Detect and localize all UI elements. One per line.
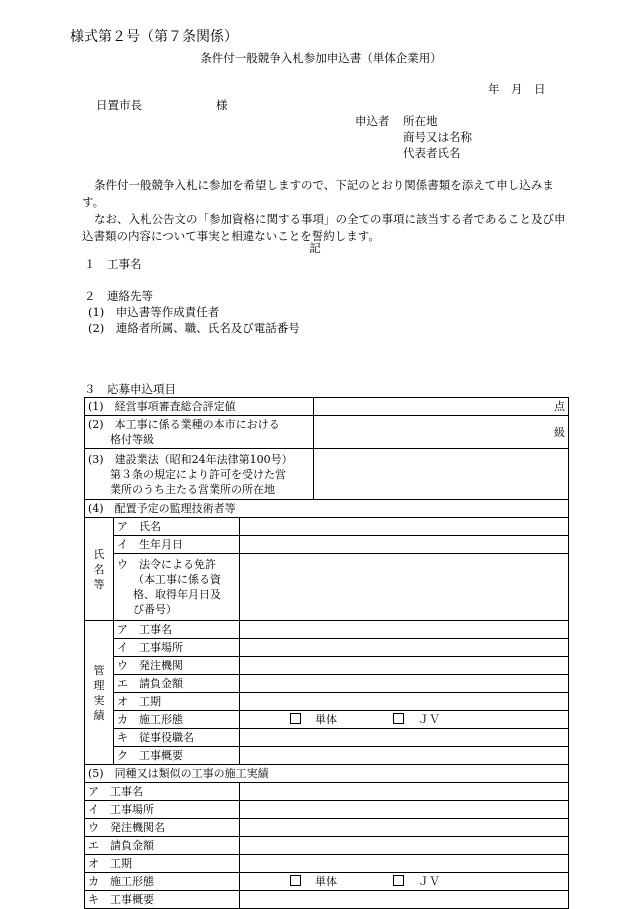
vertical-char: 管 [93,663,105,677]
table-row [85,693,569,711]
single-checkbox[interactable] [290,713,301,724]
section-2-title: ２ 連絡先等 [84,289,153,303]
unit-label: 点 [554,400,565,413]
applicant-company-label: 商号又は名称 [403,130,472,144]
date-line: 年 月 日 [488,82,546,96]
value-cell[interactable] [240,554,569,621]
vertical-char: 績 [93,708,105,722]
label-line: 業所のうち主たる営業所の所在地 [110,482,275,496]
label-cell: イ 工事場所 [85,801,240,819]
label-line: び番号） [133,603,177,616]
table-row [85,711,569,729]
applicant-label: 申込者 [355,114,390,128]
label-cell: カ 施工形態 [85,873,240,891]
value-cell[interactable] [240,783,569,801]
jv-option-label: ＪＶ [418,713,440,726]
value-cell[interactable] [240,536,569,554]
section-2-item-1: (1) 申込書等作成責任者 [88,305,220,319]
application-items-table [84,397,569,909]
section-3-title: ３ 応募申込項目 [84,382,176,396]
form-number: 様式第２号（第７条関係） [70,29,238,45]
table-row [85,500,569,518]
value-cell[interactable] [240,518,569,536]
table-row [85,747,569,765]
table-row [85,675,569,693]
value-cell[interactable] [240,747,569,765]
label-cell: エ 請負金額 [85,837,240,855]
unit-label: 級 [554,425,565,439]
table-row [85,398,569,416]
construction-form-options [240,711,569,729]
table-row [85,765,569,783]
applicant-address-label: 所在地 [403,114,438,128]
single-checkbox[interactable] [290,875,301,886]
label-cell: オ 工期 [85,855,240,873]
value-cell[interactable] [314,449,569,500]
single-option-label: 単体 [315,875,337,888]
table-row [85,801,569,819]
vertical-char: 理 [93,678,105,692]
label-cell: エ 請負金額 [114,675,240,693]
jv-checkbox[interactable] [393,713,404,724]
value-cell[interactable] [314,398,569,416]
label-line: （本工事に係る資 [133,573,221,586]
table-row [85,639,569,657]
label-cell: ク 工事概要 [114,747,240,765]
label-line: ウ 法令による免許 [117,558,216,571]
body-paragraph-1: 条件付一般競争入札に参加を希望しますので、下記のとおり関係書類を添えて申し込みます。 [82,178,554,209]
label-cell: イ 生年月日 [114,536,240,554]
label-cell: ウ 発注機関名 [85,819,240,837]
label-cell: (1) 経営事項審査総合評定値 [85,398,314,416]
value-cell[interactable] [240,855,569,873]
document-title: 条件付一般競争入札参加申込書（単体企業用） [200,51,442,65]
label-cell: オ 工期 [114,693,240,711]
label-cell: カ 施工形態 [114,711,240,729]
table-row [85,621,569,639]
table-row [85,416,569,449]
label-line: 第３条の規定により許可を受けた営 [110,467,286,481]
table-row [85,554,569,621]
value-cell[interactable] [240,801,569,819]
table-row [85,891,569,909]
table-row [85,518,569,536]
construction-form-options [240,873,569,891]
table-row [85,855,569,873]
table-row [85,783,569,801]
table-row [85,449,569,500]
vertical-label-kanri [85,621,114,765]
label-line: 格付等級 [110,433,154,446]
jv-checkbox[interactable] [393,875,404,886]
jv-option-label: ＪＶ [418,875,440,888]
body-paragraph-2: なお、入札公告文の「参加資格に関する事項」の全ての事項に該当する者であること及び申込書類の内容について事実と相違ないことを誓約します。 [82,212,566,243]
value-cell[interactable] [314,416,569,449]
table-row [85,819,569,837]
ki-marker: 記 [309,241,321,255]
vertical-char: 実 [93,693,105,707]
section-header-cell: (4) 配置予定の監理技術者等 [85,500,569,518]
label-cell: イ 工事場所 [114,639,240,657]
label-cell: ア 工事名 [85,783,240,801]
value-cell[interactable] [240,819,569,837]
value-cell[interactable] [240,657,569,675]
value-cell[interactable] [240,891,569,909]
vertical-char: 等 [93,577,105,591]
label-line: 格、取得年月日及 [133,588,221,601]
label-cell: キ 工事概要 [85,891,240,909]
vertical-char: 氏 [93,547,105,561]
label-cell [85,449,314,500]
body-text [82,177,568,245]
table-row [85,837,569,855]
section-header-cell: (5) 同種又は類似の工事の施工実績 [85,765,569,783]
label-cell: ア 工事名 [114,621,240,639]
value-cell[interactable] [240,621,569,639]
table-row [85,657,569,675]
value-cell[interactable] [240,729,569,747]
value-cell[interactable] [240,639,569,657]
addressee-honorific: 様 [216,98,228,112]
value-cell[interactable] [240,693,569,711]
label-cell [85,416,314,449]
label-line: (2) 本工事に係る業種の本市における [88,418,280,431]
applicant-representative-label: 代表者氏名 [403,146,461,160]
label-cell: ア 氏名 [114,518,240,536]
table-row [85,873,569,891]
label-cell: ウ 発注機関 [114,657,240,675]
vertical-label-shimei [85,518,114,621]
single-option-label: 単体 [315,713,337,726]
section-1-title: １ 工事名 [84,257,142,271]
table-row [85,729,569,747]
vertical-char: 名 [93,562,105,576]
addressee: 日置市長 [96,98,142,112]
value-cell[interactable] [240,837,569,855]
value-cell[interactable] [240,675,569,693]
table-row [85,536,569,554]
label-cell: キ 従事役職名 [114,729,240,747]
section-2-item-2: (2) 連絡者所属、職、氏名及び電話番号 [88,321,300,335]
label-line: (3) 建設業法（昭和24年法律第100号） [88,452,293,466]
label-cell [114,554,240,621]
